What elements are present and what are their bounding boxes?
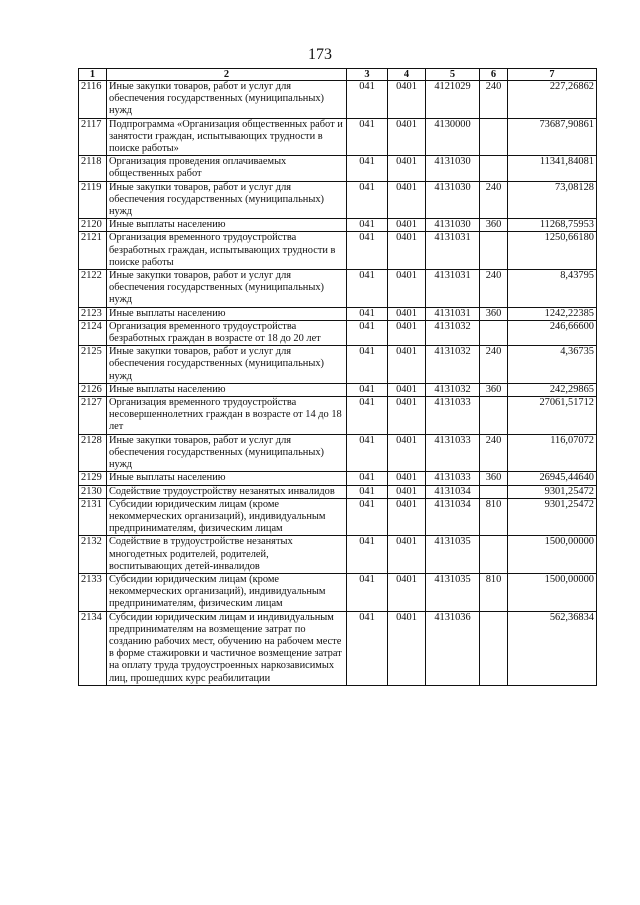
ministry-code: 041 <box>347 270 388 308</box>
section-code: 0401 <box>388 270 426 308</box>
item-name: Иные закупки товаров, работ и услуг для обеспечения государственных (муниципальных) нужд <box>107 81 347 119</box>
table-row <box>79 219 597 232</box>
item-name: Организация временного трудоустройства безработных граждан, испытывающих трудности в поиске работы <box>107 232 347 270</box>
expense-type-code: 240 <box>480 181 508 219</box>
expense-type-code: 360 <box>480 383 508 396</box>
ministry-code: 041 <box>347 118 388 156</box>
ministry-code: 041 <box>347 346 388 384</box>
row-number: 2116 <box>79 81 107 119</box>
target-article-code: 4131036 <box>426 611 480 685</box>
item-name: Субсидии юридическим лицам (кроме некоммерческих организаций), индивидуальным предпринимателям, физическим лицам <box>107 498 347 536</box>
item-name: Субсидии юридическим лицам и индивидуальным предпринимателям на возмещение затрат по созданию рабочих мест, обучению на рабочем месте в форме стажировки и частичное возмещение затрат на оплату труда трудоустроенных наркозависимых лиц, прошедших курс реабилитации <box>107 611 347 685</box>
expense-type-code: 360 <box>480 307 508 320</box>
target-article-code: 4131030 <box>426 181 480 219</box>
ministry-code: 041 <box>347 156 388 181</box>
item-name: Подпрограмма «Организация общественных работ и занятости граждан, испытывающих трудности в поиске работы» <box>107 118 347 156</box>
ministry-code: 041 <box>347 536 388 574</box>
row-number: 2123 <box>79 307 107 320</box>
amount: 9301,25472 <box>508 498 597 536</box>
row-number: 2129 <box>79 472 107 485</box>
column-header: 5 <box>426 69 480 81</box>
expense-type-code: 810 <box>480 498 508 536</box>
ministry-code: 041 <box>347 573 388 611</box>
amount: 4,36735 <box>508 346 597 384</box>
target-article-code: 4131031 <box>426 232 480 270</box>
column-header: 1 <box>79 69 107 81</box>
table-row <box>79 270 597 308</box>
row-number: 2133 <box>79 573 107 611</box>
amount: 242,29865 <box>508 383 597 396</box>
ministry-code: 041 <box>347 307 388 320</box>
row-number: 2125 <box>79 346 107 384</box>
expense-type-code: 240 <box>480 346 508 384</box>
item-name: Организация временного трудоустройства безработных граждан в возрасте от 18 до 20 лет <box>107 320 347 345</box>
section-code: 0401 <box>388 573 426 611</box>
column-header: 6 <box>480 69 508 81</box>
expense-type-code <box>480 320 508 345</box>
column-header: 2 <box>107 69 347 81</box>
amount: 11341,84081 <box>508 156 597 181</box>
row-number: 2126 <box>79 383 107 396</box>
ministry-code: 041 <box>347 472 388 485</box>
target-article-code: 4131032 <box>426 383 480 396</box>
ministry-code: 041 <box>347 498 388 536</box>
expense-type-code: 810 <box>480 573 508 611</box>
expense-type-code <box>480 156 508 181</box>
section-code: 0401 <box>388 181 426 219</box>
item-name: Иные выплаты населению <box>107 383 347 396</box>
row-number: 2118 <box>79 156 107 181</box>
expense-type-code: 360 <box>480 472 508 485</box>
column-header: 4 <box>388 69 426 81</box>
item-name: Иные закупки товаров, работ и услуг для обеспечения государственных (муниципальных) нужд <box>107 434 347 472</box>
ministry-code: 041 <box>347 81 388 119</box>
table-row <box>79 434 597 472</box>
amount: 11268,75953 <box>508 219 597 232</box>
column-header: 7 <box>508 69 597 81</box>
table-row <box>79 611 597 685</box>
budget-table <box>78 68 597 686</box>
amount: 8,43795 <box>508 270 597 308</box>
item-name: Содействие трудоустройству незанятых инвалидов <box>107 485 347 498</box>
section-code: 0401 <box>388 536 426 574</box>
column-header: 3 <box>347 69 388 81</box>
target-article-code: 4131034 <box>426 485 480 498</box>
target-article-code: 4121029 <box>426 81 480 119</box>
section-code: 0401 <box>388 118 426 156</box>
section-code: 0401 <box>388 81 426 119</box>
amount: 26945,44640 <box>508 472 597 485</box>
row-number: 2132 <box>79 536 107 574</box>
ministry-code: 041 <box>347 397 388 435</box>
table-row <box>79 320 597 345</box>
section-code: 0401 <box>388 611 426 685</box>
amount: 9301,25472 <box>508 485 597 498</box>
section-code: 0401 <box>388 156 426 181</box>
expense-type-code: 240 <box>480 434 508 472</box>
ministry-code: 041 <box>347 383 388 396</box>
section-code: 0401 <box>388 498 426 536</box>
row-number: 2120 <box>79 219 107 232</box>
target-article-code: 4131033 <box>426 434 480 472</box>
amount: 27061,51712 <box>508 397 597 435</box>
ministry-code: 041 <box>347 320 388 345</box>
item-name: Иные выплаты населению <box>107 472 347 485</box>
header-row <box>79 69 597 81</box>
item-name: Иные закупки товаров, работ и услуг для обеспечения государственных (муниципальных) нужд <box>107 181 347 219</box>
table-row <box>79 346 597 384</box>
section-code: 0401 <box>388 485 426 498</box>
row-number: 2122 <box>79 270 107 308</box>
amount: 1242,22385 <box>508 307 597 320</box>
amount: 562,36834 <box>508 611 597 685</box>
row-number: 2124 <box>79 320 107 345</box>
table-row <box>79 307 597 320</box>
expense-type-code <box>480 485 508 498</box>
target-article-code: 4131030 <box>426 219 480 232</box>
row-number: 2127 <box>79 397 107 435</box>
target-article-code: 4130000 <box>426 118 480 156</box>
target-article-code: 4131030 <box>426 156 480 181</box>
expense-type-code <box>480 536 508 574</box>
table-body <box>79 81 597 686</box>
target-article-code: 4131032 <box>426 346 480 384</box>
target-article-code: 4131033 <box>426 472 480 485</box>
ministry-code: 041 <box>347 611 388 685</box>
expense-type-code <box>480 397 508 435</box>
expense-type-code <box>480 611 508 685</box>
row-number: 2130 <box>79 485 107 498</box>
item-name: Иные закупки товаров, работ и услуг для обеспечения государственных (муниципальных) нужд <box>107 270 347 308</box>
item-name: Субсидии юридическим лицам (кроме некоммерческих организаций), индивидуальным предпринимателям, физическим лицам <box>107 573 347 611</box>
table-row <box>79 181 597 219</box>
table-row <box>79 156 597 181</box>
row-number: 2121 <box>79 232 107 270</box>
table-row <box>79 536 597 574</box>
table-row <box>79 232 597 270</box>
expense-type-code <box>480 118 508 156</box>
amount: 227,26862 <box>508 81 597 119</box>
item-name: Содействие в трудоустройстве незанятых многодетных родителей, родителей, воспитывающих детей-инвалидов <box>107 536 347 574</box>
item-name: Организация временного трудоустройства несовершеннолетних граждан в возрасте от 14 до 18 лет <box>107 397 347 435</box>
expense-type-code <box>480 232 508 270</box>
target-article-code: 4131035 <box>426 536 480 574</box>
expense-type-code: 240 <box>480 81 508 119</box>
section-code: 0401 <box>388 320 426 345</box>
ministry-code: 041 <box>347 434 388 472</box>
amount: 73687,90861 <box>508 118 597 156</box>
table-row <box>79 397 597 435</box>
section-code: 0401 <box>388 383 426 396</box>
amount: 1500,00000 <box>508 573 597 611</box>
section-code: 0401 <box>388 346 426 384</box>
section-code: 0401 <box>388 232 426 270</box>
section-code: 0401 <box>388 307 426 320</box>
amount: 246,66600 <box>508 320 597 345</box>
target-article-code: 4131031 <box>426 307 480 320</box>
table-row <box>79 485 597 498</box>
ministry-code: 041 <box>347 485 388 498</box>
row-number: 2117 <box>79 118 107 156</box>
section-code: 0401 <box>388 397 426 435</box>
table-row <box>79 472 597 485</box>
row-number: 2134 <box>79 611 107 685</box>
ministry-code: 041 <box>347 232 388 270</box>
target-article-code: 4131033 <box>426 397 480 435</box>
row-number: 2128 <box>79 434 107 472</box>
section-code: 0401 <box>388 472 426 485</box>
row-number: 2131 <box>79 498 107 536</box>
item-name: Иные выплаты населению <box>107 219 347 232</box>
expense-type-code: 360 <box>480 219 508 232</box>
section-code: 0401 <box>388 434 426 472</box>
ministry-code: 041 <box>347 181 388 219</box>
target-article-code: 4131031 <box>426 270 480 308</box>
row-number: 2119 <box>79 181 107 219</box>
expense-type-code: 240 <box>480 270 508 308</box>
target-article-code: 4131035 <box>426 573 480 611</box>
amount: 1250,66180 <box>508 232 597 270</box>
item-name: Иные закупки товаров, работ и услуг для обеспечения государственных (муниципальных) нужд <box>107 346 347 384</box>
ministry-code: 041 <box>347 219 388 232</box>
table-row <box>79 118 597 156</box>
item-name: Организация проведения оплачиваемых общественных работ <box>107 156 347 181</box>
target-article-code: 4131034 <box>426 498 480 536</box>
section-code: 0401 <box>388 219 426 232</box>
target-article-code: 4131032 <box>426 320 480 345</box>
page-number: 173 <box>308 46 332 63</box>
item-name: Иные выплаты населению <box>107 307 347 320</box>
amount: 73,08128 <box>508 181 597 219</box>
amount: 116,07072 <box>508 434 597 472</box>
table-row <box>79 573 597 611</box>
amount: 1500,00000 <box>508 536 597 574</box>
table-row <box>79 81 597 119</box>
table-row <box>79 383 597 396</box>
table-row <box>79 498 597 536</box>
